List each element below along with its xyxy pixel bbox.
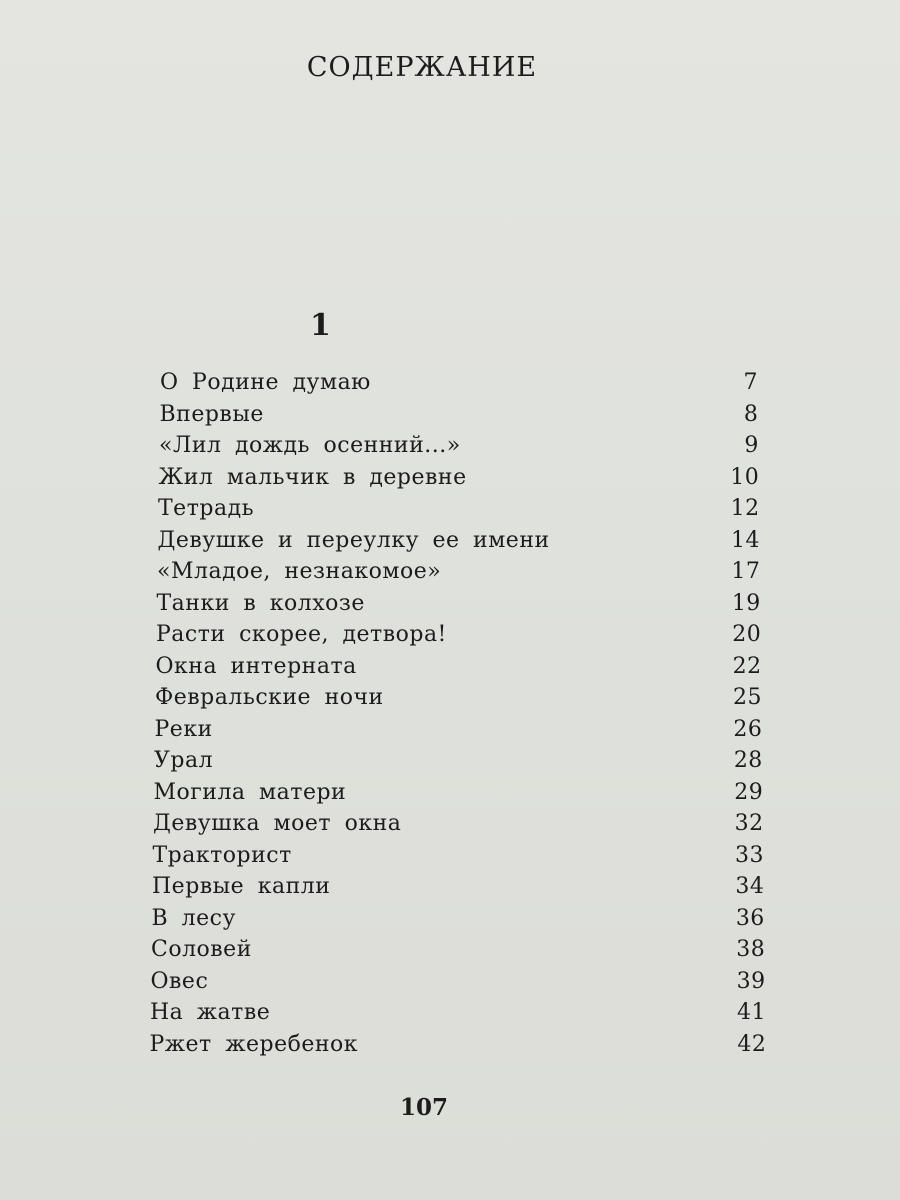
toc-entry: [0, 556, 900, 587]
toc-entry-page-number: 29: [734, 779, 764, 805]
toc-entry: [0, 525, 900, 556]
toc-entry: [0, 714, 900, 745]
toc-entry-page-number: 20: [732, 622, 762, 647]
toc-entry-page-number: 33: [735, 842, 764, 868]
toc-entry-title: Впервые: [159, 401, 264, 427]
toc-entry-page-number: 38: [736, 937, 766, 962]
toc-entry-page-number: 14: [731, 527, 760, 553]
toc-entry-title: Девушке и переулку ее имени: [157, 527, 550, 553]
toc-entry: [0, 745, 900, 776]
toc-entry-page-number: 28: [733, 748, 763, 773]
toc-entry: [0, 682, 900, 713]
toc-entry-page-number: 41: [737, 1000, 766, 1025]
toc-entry-title: «Младое, незнакомое»: [157, 559, 442, 584]
toc-entry-title: Окна интерната: [155, 653, 357, 679]
toc-entry-title: Расти скорее, детвора!: [156, 622, 447, 647]
toc-entry: [0, 934, 900, 965]
toc-entry-page-number: 32: [734, 811, 764, 836]
toc-entry: [0, 462, 900, 493]
toc-entry: [0, 808, 900, 839]
page-number: 107: [399, 1094, 448, 1121]
toc-entry-page-number: 39: [736, 968, 766, 994]
toc-entry: [0, 997, 900, 1028]
toc-entry: [0, 966, 900, 997]
toc-entry-page-number: 12: [730, 496, 760, 521]
toc-entry-title: Тракторист: [152, 842, 292, 868]
toc-entry-page-number: 9: [744, 433, 759, 458]
toc-entry: [0, 619, 900, 650]
toc-entry-title: Урал: [154, 748, 214, 773]
toc-entry-page-number: 34: [735, 874, 765, 899]
toc-entry-title: Жил мальчик в деревне: [158, 464, 467, 490]
contents-heading: СОДЕРЖАНИЕ: [306, 52, 538, 83]
toc-entry-title: Февральские ночи: [155, 685, 384, 710]
toc-entry-page-number: 26: [733, 716, 763, 742]
section-number: 1: [310, 308, 331, 343]
toc-entry-title: Тетрадь: [158, 496, 255, 521]
toc-entry: [0, 871, 900, 902]
toc-entry-title: В лесу: [151, 905, 236, 931]
toc-entry-page-number: 10: [730, 464, 760, 490]
toc-entry-page-number: 25: [733, 685, 762, 710]
toc-entry-page-number: 7: [743, 370, 758, 395]
toc-entry-title: О Родине думаю: [160, 370, 371, 395]
toc-entry-title: На жатве: [150, 1000, 271, 1025]
toc-entry-page-number: 42: [737, 1031, 767, 1057]
toc-entry: [0, 777, 900, 808]
toc-entry: [0, 651, 900, 682]
toc-entry: [0, 1029, 900, 1060]
toc-entry-title: Могила матери: [153, 779, 347, 805]
toc-entry: [0, 903, 900, 934]
toc-entry-page-number: 8: [743, 401, 759, 427]
toc-entry-title: Овес: [150, 968, 209, 994]
toc-entry: [0, 840, 900, 871]
toc-entry: [0, 430, 900, 461]
toc-entry-title: Реки: [154, 716, 213, 742]
toc-entry-title: «Лил дождь осенний...»: [159, 433, 461, 458]
toc-entry-title: Ржет жеребенок: [149, 1031, 359, 1057]
toc-entry-page-number: 19: [731, 590, 761, 616]
toc-entry-title: Девушка моет окна: [153, 811, 402, 836]
toc-entry: [0, 588, 900, 619]
toc-entry-title: Первые капли: [152, 874, 331, 899]
toc-entry: [0, 399, 900, 430]
toc-entry-page-number: 17: [731, 559, 761, 584]
toc-entry-title: Соловей: [151, 937, 252, 962]
toc-entry: [0, 367, 900, 398]
toc-entry: [0, 493, 900, 524]
toc-entry-page-number: 36: [735, 905, 765, 931]
toc-entry-page-number: 22: [732, 653, 762, 679]
toc-entry-title: Танки в колхозе: [156, 590, 365, 616]
